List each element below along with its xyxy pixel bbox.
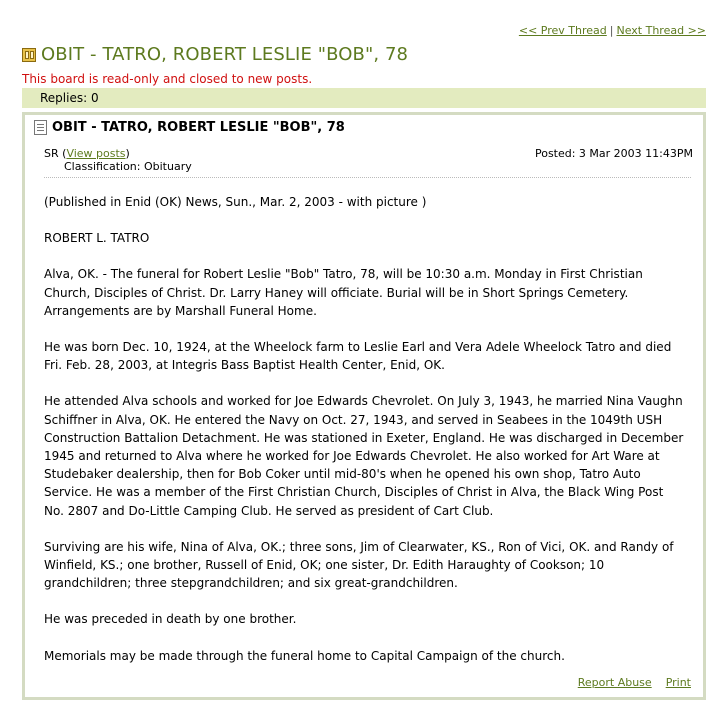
page-title: OBIT - TATRO, ROBERT LESLIE "BOB", 78	[41, 44, 409, 65]
post-paragraph: Alva, OK. - The funeral for Robert Leslie "Bob" Tatro, 78, will be 10:30 a.m. Monday in First Christian Church, Disciples of Christ. Dr. Larry Haney will officiate. Burial will be in Short Springs Cemetery. Arrangements are by Marshall Funeral Home.	[44, 267, 643, 318]
board-icon	[22, 48, 36, 62]
report-abuse-link[interactable]: Report Abuse	[577, 676, 652, 689]
print-link[interactable]: Print	[665, 676, 691, 689]
nav-separator: |	[609, 24, 614, 37]
paren-open: (	[62, 147, 67, 160]
post-paragraph: He attended Alva schools and worked for Joe Edwards Chevrolet. On July 3, 1943, he married Nina Vaughn Schiffner in Alva, OK. He entered the Navy on Oct. 27, 1943, and served in Seabees in the 1049th USH Construction Battalion Detachment. He was stationed in Exeter, England. He was discharged in December 1945 and returned to Alva where he worked for Joe Edwards Chevrolet. He also worked for Art Ware at Studebaker dealership, then for Bob Coker until mid-80's when he opened his own shop, Tatro Auto Service. He was a member of the First Christian Church, Disciples of Christ in Alva, the Black Wing Post No. 2807 and Do-Little Camping Club. He served as president of Cart Club.	[44, 394, 684, 518]
thread-title-row	[22, 44, 408, 65]
replies-bar	[22, 88, 706, 108]
post-paragraph: He was preceded in death by one brother.	[44, 612, 297, 627]
readonly-notice: This board is read-only and closed to new posts.	[22, 72, 313, 86]
post-container	[22, 112, 706, 700]
post-paragraph: Memorials may be made through the funeral home to Capital Campaign of the church.	[44, 648, 565, 663]
paren-close: )	[125, 147, 130, 160]
view-posts-link[interactable]: View posts	[66, 147, 126, 160]
post-header	[34, 120, 345, 135]
post-paragraph: (Published in Enid (OK) News, Sun., Mar. 2, 2003 - with picture )	[44, 195, 427, 209]
prev-thread-link[interactable]: << Prev Thread	[518, 24, 607, 37]
replies-count: Replies: 0	[40, 91, 99, 105]
divider	[44, 177, 691, 178]
post-footer	[564, 676, 691, 689]
post-classification: Classification: Obituary	[64, 160, 192, 173]
post-paragraph: ROBERT L. TATRO	[44, 231, 150, 246]
post-paragraph: Surviving are his wife, Nina of Alva, OK.; three sons, Jim of Clearwater, KS., Ron of Vici, OK. and Randy of Winfield, KS.; one brother, Russell of Enid, OK; one sister, Dr. Edith Haraughty of Cookson; 10 grandchildren; three stepgrandchildren; and six great-grandchildren.	[44, 539, 674, 591]
thread-navigation	[519, 24, 706, 37]
post-body	[44, 193, 686, 683]
post-timestamp: Posted: 3 Mar 2003 11:43PM	[534, 147, 693, 160]
document-icon	[34, 120, 47, 135]
post-meta	[44, 147, 192, 173]
post-title: OBIT - TATRO, ROBERT LESLIE "BOB", 78	[52, 120, 345, 135]
post-paragraph: He was born Dec. 10, 1924, at the Wheelock farm to Leslie Earl and Vera Adele Wheelock Tatro and died Fri. Feb. 28, 2003, at Integris Bass Baptist Health Center, Enid, OK.	[44, 340, 672, 373]
post-author: SR	[44, 147, 59, 160]
next-thread-link[interactable]: Next Thread >>	[616, 24, 706, 37]
